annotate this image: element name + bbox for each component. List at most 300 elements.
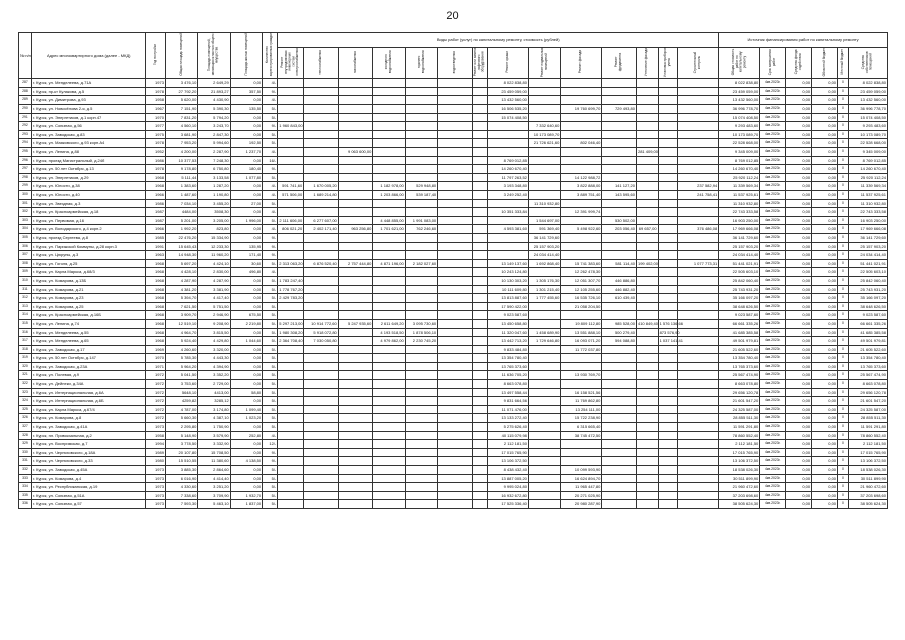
- row-deadline: 4кв.2023г.: [760, 173, 786, 182]
- row-work-cost: 1 991 083,00: [405, 216, 437, 225]
- table-row: [19, 165, 888, 174]
- row-work-cost: 3 822 888,00: [561, 182, 602, 191]
- row-cost-total: 13 432 560,00: [719, 96, 760, 105]
- row-year: 1986: [146, 156, 165, 165]
- row-regional: 0,00: [812, 491, 838, 500]
- table-row: [19, 294, 888, 303]
- row-work-cost: [658, 474, 677, 483]
- row-living-area: 0,00: [230, 362, 262, 371]
- row-work-cost: [405, 294, 437, 303]
- row-work-cost: [528, 87, 560, 96]
- row-work-cost: [373, 276, 405, 285]
- row-local: 0: [838, 319, 849, 328]
- row-regional: 0,00: [812, 199, 838, 208]
- row-owners: 22 505 603,10: [848, 268, 887, 277]
- row-owners: 35 166 097,20: [848, 294, 887, 303]
- row-work-cost: [438, 431, 473, 440]
- row-work-cost: [278, 165, 304, 174]
- row-work-cost: [304, 397, 339, 406]
- row-people: 5/-: [263, 139, 278, 148]
- row-work-cost: [405, 466, 437, 475]
- row-number: 309: [19, 268, 32, 277]
- row-deadline: 4кв.2023г.: [760, 199, 786, 208]
- row-work-cost: [405, 414, 437, 423]
- col-local: Местный бюджет: [838, 48, 849, 79]
- row-people: 5/-: [263, 311, 278, 320]
- row-living-area: 0,00: [230, 182, 262, 191]
- row-living-area: 0,00: [230, 96, 262, 105]
- row-work-cost: [472, 319, 487, 328]
- row-work-cost: 571 506,00: [278, 191, 304, 200]
- row-cost-total: 18 538 026,30: [719, 466, 760, 475]
- row-year: 1958: [146, 96, 165, 105]
- row-work-cost: 13 497 558,44: [487, 388, 528, 397]
- row-work-cost: [636, 113, 658, 122]
- row-common-area: 3 381,90: [198, 285, 230, 294]
- row-work-cost: [636, 337, 658, 346]
- row-number: 324: [19, 397, 32, 406]
- row-fund: 0,00: [786, 457, 812, 466]
- row-work-cost: [405, 483, 437, 492]
- row-work-cost: 17 525 336,40: [487, 500, 528, 509]
- row-living-area: 0,00: [230, 79, 262, 88]
- row-year: 1972: [146, 397, 165, 406]
- row-work-cost: [678, 268, 719, 277]
- row-living-area: 0,00: [230, 328, 262, 337]
- row-deadline: 4кв.2023г.: [760, 191, 786, 200]
- row-address: г. Курск, ул. Интернациональная, д.6Б: [31, 397, 146, 406]
- row-work-cost: [636, 354, 658, 363]
- row-common-area: 4413,00: [198, 388, 230, 397]
- row-deadline: 4кв.2023г.: [760, 251, 786, 260]
- row-work-cost: [438, 276, 473, 285]
- row-deadline: 4кв.2023г.: [760, 491, 786, 500]
- row-fund: 0,00: [786, 362, 812, 371]
- row-address: г. Курск, ул. Комарова, д.4: [31, 474, 146, 483]
- row-address: г. Курск, ул. Карла Маркса, д.68/3: [31, 268, 146, 277]
- row-work-cost: [438, 294, 473, 303]
- row-work-cost: [304, 388, 339, 397]
- row-local: 0: [838, 242, 849, 251]
- row-work-cost: [278, 474, 304, 483]
- row-address: г. Курск, ул. Менделеева, д.71А: [31, 79, 146, 88]
- row-work-cost: [438, 380, 473, 389]
- row-number: 305: [19, 233, 32, 242]
- row-work-cost: [373, 251, 405, 260]
- row-work-cost: [438, 233, 473, 242]
- row-common-area: 2 287,90: [198, 148, 230, 157]
- row-work-cost: [658, 130, 677, 139]
- row-work-cost: [373, 139, 405, 148]
- row-work-cost: [528, 440, 560, 449]
- row-work-cost: 410 849,40: [636, 319, 658, 328]
- row-people: 5/-: [263, 199, 278, 208]
- row-work-cost: [405, 491, 437, 500]
- row-work-cost: [405, 165, 437, 174]
- row-work-cost: [636, 216, 658, 225]
- row-work-cost: [636, 122, 658, 131]
- row-work-cost: 21 726 621,60: [528, 139, 560, 148]
- row-work-cost: 14 260 670,40: [487, 165, 528, 174]
- row-work-cost: [472, 165, 487, 174]
- row-local: 0: [838, 500, 849, 509]
- row-work-cost: 4 193 518,50: [373, 328, 405, 337]
- row-work-cost: [678, 302, 719, 311]
- row-work-cost: 5 297 213,00: [278, 319, 304, 328]
- row-work-cost: [304, 362, 339, 371]
- row-number: 306: [19, 242, 32, 251]
- row-work-cost: [602, 173, 637, 182]
- row-owners: 2 112 181,50: [848, 440, 887, 449]
- row-year: 1986: [146, 199, 165, 208]
- row-work-cost: [278, 414, 304, 423]
- row-total-area: 5 148,90: [165, 431, 197, 440]
- row-work-cost: [373, 242, 405, 251]
- row-work-cost: [561, 242, 602, 251]
- row-local: 0: [838, 105, 849, 114]
- row-year: 1966: [146, 225, 165, 234]
- row-year: 1973: [146, 423, 165, 432]
- row-local: 0: [838, 139, 849, 148]
- row-work-cost: 9 063 600,00: [338, 148, 373, 157]
- row-work-cost: [304, 302, 339, 311]
- col-year: Год постройки: [146, 33, 165, 79]
- row-work-cost: 6 876 520,40: [304, 259, 339, 268]
- row-work-cost: [304, 87, 339, 96]
- row-work-cost: [338, 371, 373, 380]
- row-work-cost: 376 486,08: [678, 225, 719, 234]
- row-common-area: 4 430,90: [198, 96, 230, 105]
- row-work-cost: 11 636 705,20: [487, 371, 528, 380]
- col-cost-total: Общая стоимость работ по капитальному ремонту: [719, 48, 760, 79]
- row-work-cost: [636, 491, 658, 500]
- row-work-cost: [528, 371, 560, 380]
- row-people: 5/-: [263, 173, 278, 182]
- row-fund: 0,00: [786, 199, 812, 208]
- row-local: 0: [838, 191, 849, 200]
- row-work-cost: [528, 302, 560, 311]
- row-work-cost: [338, 397, 373, 406]
- row-work-cost: [472, 362, 487, 371]
- row-cost-total: 13 106 372,50: [719, 457, 760, 466]
- row-owners: 13 106 372,50: [848, 457, 887, 466]
- row-fund: 0,00: [786, 466, 812, 475]
- row-work-cost: [561, 448, 602, 457]
- row-work-cost: [278, 466, 304, 475]
- row-common-area: 9 208,90: [198, 319, 230, 328]
- row-fund: 0,00: [786, 105, 812, 114]
- row-fund: 0,00: [786, 173, 812, 182]
- row-total-area: 27 792,20: [165, 87, 197, 96]
- row-deadline: 4кв.2023г.: [760, 139, 786, 148]
- row-work-cost: [602, 251, 637, 260]
- row-work-cost: [602, 139, 637, 148]
- row-fund: 0,00: [786, 500, 812, 509]
- row-deadline: 4кв.2023г.: [760, 242, 786, 251]
- row-total-area: 4 381,20: [165, 285, 197, 294]
- row-owners: 8 663 078,80: [848, 380, 887, 389]
- row-deadline: 4кв.2023г.: [760, 345, 786, 354]
- row-work-cost: [278, 371, 304, 380]
- row-work-cost: [438, 191, 473, 200]
- row-living-area: 180,40: [230, 165, 262, 174]
- row-living-area: 135,50: [230, 105, 262, 114]
- row-work-cost: [678, 242, 719, 251]
- row-work-cost: 10 111 609,80: [487, 285, 528, 294]
- col-regional: Областной бюджет: [812, 48, 838, 79]
- row-common-area: 2 729,00: [198, 380, 230, 389]
- row-work-cost: [373, 397, 405, 406]
- row-work-cost: [438, 268, 473, 277]
- row-work-cost: [304, 474, 339, 483]
- row-work-cost: 594 088,80: [602, 337, 637, 346]
- row-common-area: 3 352,20: [198, 371, 230, 380]
- row-work-cost: 16 093 071,20: [561, 337, 602, 346]
- row-living-area: 0,00: [230, 397, 262, 406]
- table-row: [19, 156, 888, 165]
- row-living-area: 0,00: [230, 233, 262, 242]
- row-work-cost: [338, 466, 373, 475]
- row-address: г. Курск, ул. Энергетиков, д.1 корп.47: [31, 113, 146, 122]
- row-deadline: 4кв.2023г.: [760, 414, 786, 423]
- row-work-cost: [658, 148, 677, 157]
- row-local: 0: [838, 397, 849, 406]
- row-work-cost: [438, 397, 473, 406]
- row-work-cost: [472, 431, 487, 440]
- table-row: [19, 242, 888, 251]
- row-work-cost: [472, 448, 487, 457]
- row-work-cost: [528, 414, 560, 423]
- row-regional: 0,00: [812, 242, 838, 251]
- row-work-cost: [658, 371, 677, 380]
- row-total-area: 4 787,00: [165, 405, 197, 414]
- row-address: г. Курск, ул. Цюрупы, д.3: [31, 251, 146, 260]
- row-year: 1980: [146, 457, 165, 466]
- row-local: 0: [838, 457, 849, 466]
- row-work-cost: [561, 87, 602, 96]
- row-fund: 0,00: [786, 130, 812, 139]
- row-work-cost: [438, 448, 473, 457]
- row-work-cost: [438, 474, 473, 483]
- row-work-cost: [658, 440, 677, 449]
- row-work-cost: [602, 474, 637, 483]
- row-people: 5/-: [263, 354, 278, 363]
- row-total-area: 5 041,50: [165, 371, 197, 380]
- row-work-cost: [278, 345, 304, 354]
- row-common-area: 3 243,70: [198, 122, 230, 131]
- row-number: 302: [19, 208, 32, 217]
- row-deadline: 4кв.2023г.: [760, 87, 786, 96]
- table-row: [19, 139, 888, 148]
- row-people: 5/-: [263, 294, 278, 303]
- row-cost-total: 21 601 547,20: [719, 397, 760, 406]
- row-cost-total: 14 260 670,40: [719, 165, 760, 174]
- row-year: 1987: [146, 208, 165, 217]
- col-work-hot-water: горячего водоснабжения: [405, 48, 437, 79]
- row-work-cost: [472, 199, 487, 208]
- row-year: 1968: [146, 182, 165, 191]
- row-people: 5/-: [263, 302, 278, 311]
- row-regional: 0,00: [812, 423, 838, 432]
- row-work-cost: [658, 259, 677, 268]
- row-total-area: 1 383,60: [165, 182, 197, 191]
- row-work-cost: [373, 302, 405, 311]
- row-work-cost: [636, 380, 658, 389]
- row-fund: 0,00: [786, 268, 812, 277]
- row-work-cost: [602, 397, 637, 406]
- row-total-area: 3 753,60: [165, 380, 197, 389]
- row-deadline: 4кв.2023г.: [760, 380, 786, 389]
- row-work-cost: [438, 251, 473, 260]
- table-row: [19, 259, 888, 268]
- row-work-cost: [438, 466, 473, 475]
- row-fund: 0,00: [786, 191, 812, 200]
- row-work-cost: [472, 285, 487, 294]
- row-work-cost: 529 948,80: [405, 182, 437, 191]
- row-work-cost: [472, 380, 487, 389]
- row-work-cost: [405, 173, 437, 182]
- row-work-cost: [658, 414, 677, 423]
- row-living-area: 0,00: [230, 448, 262, 457]
- row-fund: 0,00: [786, 483, 812, 492]
- row-work-cost: [438, 87, 473, 96]
- table-row: [19, 87, 888, 96]
- row-number: 307: [19, 251, 32, 260]
- table-row: [19, 122, 888, 131]
- row-deadline: 4кв.2023г.: [760, 431, 786, 440]
- row-deadline: 4кв.2023г.: [760, 276, 786, 285]
- row-deadline: 4кв.2023г.: [760, 500, 786, 509]
- row-work-cost: [438, 500, 473, 509]
- row-common-area: 3 709,90: [198, 491, 230, 500]
- row-regional: 0,00: [812, 173, 838, 182]
- row-work-cost: [338, 130, 373, 139]
- row-work-cost: [678, 405, 719, 414]
- row-work-cost: 1 729 646,80: [528, 337, 560, 346]
- row-address: г. Курск, ул. Володарского, д.4 корп.2: [31, 225, 146, 234]
- row-number: 336: [19, 500, 32, 509]
- row-people: 5/-: [263, 388, 278, 397]
- row-work-cost: [278, 251, 304, 260]
- row-work-cost: 3 249 252,40: [487, 191, 528, 200]
- col-work-meters: Установка приборов учета: [658, 48, 677, 79]
- row-work-cost: 1 783 247,40: [278, 276, 304, 285]
- row-work-cost: [528, 362, 560, 371]
- row-work-cost: [658, 362, 677, 371]
- row-fund: 0,00: [786, 345, 812, 354]
- row-work-cost: [658, 105, 677, 114]
- row-work-cost: 36 141 729,60: [528, 233, 560, 242]
- row-work-cost: [405, 251, 437, 260]
- table-row: [19, 354, 888, 363]
- row-people: 5/-: [263, 423, 278, 432]
- row-living-area: 0,00: [230, 354, 262, 363]
- row-common-area: 7 248,30: [198, 156, 230, 165]
- row-address: г. Курск, ул. Заводская, д.45А: [31, 466, 146, 475]
- row-common-area: 3 133,58: [198, 173, 230, 182]
- row-work-cost: [338, 173, 373, 182]
- row-work-cost: [338, 440, 373, 449]
- col-address: Адрес многоквартирного дома (далее - МКД): [31, 33, 146, 79]
- row-common-area: 4 417,40: [198, 294, 230, 303]
- row-work-cost: [636, 251, 658, 260]
- row-work-cost: [472, 208, 487, 217]
- row-local: 0: [838, 182, 849, 191]
- row-work-cost: [678, 294, 719, 303]
- row-work-cost: [472, 96, 487, 105]
- row-number: 298: [19, 173, 32, 182]
- row-deadline: 4кв.2023г.: [760, 328, 786, 337]
- row-cost-total: 22 528 668,00: [719, 139, 760, 148]
- row-work-cost: [304, 423, 339, 432]
- row-work-cost: [472, 225, 487, 234]
- row-work-cost: [338, 388, 373, 397]
- row-work-cost: [373, 79, 405, 88]
- row-work-cost: [528, 483, 560, 492]
- row-work-cost: [405, 362, 437, 371]
- row-common-area: 2 864,60: [198, 466, 230, 475]
- row-work-cost: [636, 242, 658, 251]
- row-deadline: 4кв.2023г.: [760, 79, 786, 88]
- row-common-area: 3 815,50: [198, 328, 230, 337]
- row-people: 5/-: [263, 259, 278, 268]
- row-number: 304: [19, 225, 32, 234]
- row-work-cost: [658, 311, 677, 320]
- row-work-cost: 2 757 444,80: [338, 259, 373, 268]
- row-work-cost: [304, 96, 339, 105]
- row-work-cost: [658, 294, 677, 303]
- row-living-area: 1 932,70: [230, 491, 262, 500]
- row-fund: 0,00: [786, 79, 812, 88]
- row-regional: 0,00: [812, 302, 838, 311]
- row-fund: 0,00: [786, 276, 812, 285]
- row-work-cost: [472, 148, 487, 157]
- row-work-cost: [304, 276, 339, 285]
- row-deadline: 4кв.2023г.: [760, 233, 786, 242]
- row-common-area: 1 190,80: [198, 191, 230, 200]
- row-local: 0: [838, 199, 849, 208]
- row-deadline: 4кв.2023г.: [760, 311, 786, 320]
- row-total-area: 4259,82: [165, 397, 197, 406]
- row-address: г. Курск, ул. Интернациональная, д.6А: [31, 388, 146, 397]
- row-work-cost: [472, 311, 487, 320]
- row-work-cost: [658, 354, 677, 363]
- row-regional: 0,00: [812, 345, 838, 354]
- row-work-cost: [278, 148, 304, 157]
- row-work-cost: 500 279,40: [602, 328, 637, 337]
- row-common-area: 4 443,30: [198, 354, 230, 363]
- row-work-cost: [472, 440, 487, 449]
- row-work-cost: 591 369,40: [528, 225, 560, 234]
- funding-group-header: Источник финансирования работ по капитальному ремонту: [719, 33, 888, 48]
- row-total-area: 4 200,00: [165, 148, 197, 157]
- row-address: г. Курск, ул. Звездная, д.3: [31, 199, 146, 208]
- row-work-cost: [602, 165, 637, 174]
- row-local: 0: [838, 173, 849, 182]
- row-work-cost: [338, 87, 373, 96]
- table-row: [19, 79, 888, 88]
- row-work-cost: [405, 122, 437, 131]
- col-common-area: Площадь помещений, являющихся частью общего имущества: [198, 33, 230, 79]
- row-work-cost: [528, 319, 560, 328]
- row-local: 0: [838, 405, 849, 414]
- row-work-cost: [658, 397, 677, 406]
- row-work-cost: 1 778 767,20: [278, 285, 304, 294]
- row-work-cost: [438, 208, 473, 217]
- row-work-cost: [528, 96, 560, 105]
- row-work-cost: [278, 397, 304, 406]
- row-work-cost: [405, 139, 437, 148]
